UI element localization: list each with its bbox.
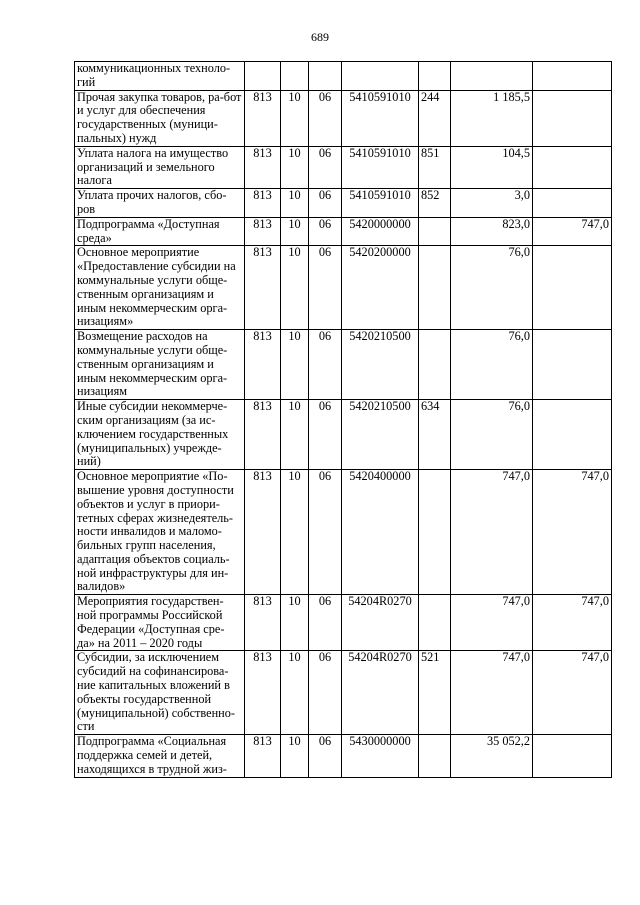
- cell-target-article: 5430000000: [342, 735, 419, 777]
- cell-expense-type: 521: [419, 651, 451, 735]
- cell-amount-federal: 747,0: [533, 217, 612, 246]
- cell-expense-type: [419, 470, 451, 595]
- cell-subsection-code: 06: [309, 735, 342, 777]
- cell-amount: 823,0: [451, 217, 533, 246]
- cell-expense-type: [419, 62, 451, 91]
- cell-subsection-code: 06: [309, 217, 342, 246]
- cell-amount: 76,0: [451, 330, 533, 400]
- cell-amount-federal: [533, 735, 612, 777]
- cell-subsection-code: 06: [309, 470, 342, 595]
- cell-amount: 747,0: [451, 595, 533, 651]
- cell-expense-type: 851: [419, 146, 451, 188]
- cell-department-code: 813: [245, 330, 281, 400]
- cell-name: Подпрограмма «Социальная поддержка семей и детей, находящихся в трудной жиз-: [75, 735, 245, 777]
- cell-amount-federal: 747,0: [533, 470, 612, 595]
- cell-section-code: 10: [281, 735, 309, 777]
- cell-amount: 1 185,5: [451, 90, 533, 146]
- cell-subsection-code: 06: [309, 330, 342, 400]
- cell-name: Мероприятия государствен-ной программы Российской Федерации «Доступная сре-да» на 2011 – 2020 годы: [75, 595, 245, 651]
- cell-section-code: 10: [281, 246, 309, 330]
- cell-target-article: 5420000000: [342, 217, 419, 246]
- cell-department-code: 813: [245, 189, 281, 218]
- budget-table: [74, 61, 612, 778]
- cell-name: Прочая закупка товаров, ра-бот и услуг для обеспечения государственных (муници-пальных) нужд: [75, 90, 245, 146]
- cell-name: Основное мероприятие «По-вышение уровня доступности объектов и услуг в приори-тетных сферах жизнедеятель-ности инвалидов и маломо-бильных групп населения, адаптация объектов социаль-ной инфраструктуры для ин-валидов»: [75, 470, 245, 595]
- table-row: [75, 400, 612, 470]
- cell-name: Уплата прочих налогов, сбо-ров: [75, 189, 245, 218]
- table-row: [75, 595, 612, 651]
- cell-department-code: 813: [245, 246, 281, 330]
- cell-subsection-code: 06: [309, 651, 342, 735]
- cell-amount-federal: 747,0: [533, 651, 612, 735]
- cell-expense-type: [419, 246, 451, 330]
- cell-department-code: 813: [245, 400, 281, 470]
- cell-amount-federal: [533, 146, 612, 188]
- cell-amount-federal: [533, 246, 612, 330]
- cell-target-article: 5410591010: [342, 90, 419, 146]
- cell-department-code: 813: [245, 735, 281, 777]
- cell-subsection-code: 06: [309, 189, 342, 218]
- cell-subsection-code: 06: [309, 90, 342, 146]
- cell-expense-type: [419, 217, 451, 246]
- cell-section-code: 10: [281, 400, 309, 470]
- table-row: [75, 470, 612, 595]
- cell-amount: 747,0: [451, 651, 533, 735]
- table-row: [75, 62, 612, 91]
- cell-expense-type: [419, 735, 451, 777]
- cell-expense-type: 852: [419, 189, 451, 218]
- table-row: [75, 735, 612, 777]
- cell-name: Уплата налога на имущество организаций и земельного налога: [75, 146, 245, 188]
- table-row: [75, 330, 612, 400]
- cell-amount: 3,0: [451, 189, 533, 218]
- cell-section-code: 10: [281, 90, 309, 146]
- cell-expense-type: 244: [419, 90, 451, 146]
- cell-name: коммуникационных техноло-гий: [75, 62, 245, 91]
- cell-department-code: 813: [245, 217, 281, 246]
- cell-target-article: 5420210500: [342, 330, 419, 400]
- table-row: [75, 90, 612, 146]
- cell-target-article: 5420400000: [342, 470, 419, 595]
- cell-amount: 747,0: [451, 470, 533, 595]
- cell-expense-type: 634: [419, 400, 451, 470]
- cell-section-code: 10: [281, 470, 309, 595]
- cell-department-code: 813: [245, 651, 281, 735]
- cell-name: Субсидии, за исключением субсидий на софинансирова-ние капитальных вложений в объекты государственной (муниципальной) собственно-сти: [75, 651, 245, 735]
- cell-target-article: 5420210500: [342, 400, 419, 470]
- cell-expense-type: [419, 595, 451, 651]
- cell-amount: 76,0: [451, 400, 533, 470]
- cell-subsection-code: 06: [309, 146, 342, 188]
- cell-section-code: 10: [281, 595, 309, 651]
- cell-department-code: 813: [245, 146, 281, 188]
- cell-department-code: 813: [245, 595, 281, 651]
- cell-amount-federal: [533, 189, 612, 218]
- cell-amount: 76,0: [451, 246, 533, 330]
- cell-subsection-code: 06: [309, 246, 342, 330]
- cell-amount-federal: 747,0: [533, 595, 612, 651]
- table-row: [75, 246, 612, 330]
- cell-name: Подпрограмма «Доступная среда»: [75, 217, 245, 246]
- cell-department-code: [245, 62, 281, 91]
- cell-name: Иные субсидии некоммерче-ским организациям (за ис-ключением государственных (муниципальных) учрежде-ний): [75, 400, 245, 470]
- cell-target-article: 54204R0270: [342, 651, 419, 735]
- cell-section-code: 10: [281, 217, 309, 246]
- cell-amount-federal: [533, 400, 612, 470]
- cell-name: Основное мероприятие «Предоставление субсидии на коммунальные услуги обще-ственным организациям и иным некоммерческим орга-низациям»: [75, 246, 245, 330]
- cell-amount-federal: [533, 90, 612, 146]
- cell-expense-type: [419, 330, 451, 400]
- cell-section-code: [281, 62, 309, 91]
- cell-section-code: 10: [281, 651, 309, 735]
- table-row: [75, 189, 612, 218]
- cell-name: Возмещение расходов на коммунальные услуги обще-ственным организациям и иным некоммерческим орга-низациям: [75, 330, 245, 400]
- page-number: 689: [311, 30, 329, 44]
- cell-amount-federal: [533, 330, 612, 400]
- cell-section-code: 10: [281, 330, 309, 400]
- cell-target-article: 5410591010: [342, 189, 419, 218]
- cell-subsection-code: 06: [309, 595, 342, 651]
- cell-amount: [451, 62, 533, 91]
- table-row: [75, 217, 612, 246]
- cell-target-article: 54204R0270: [342, 595, 419, 651]
- cell-target-article: 5420200000: [342, 246, 419, 330]
- cell-department-code: 813: [245, 90, 281, 146]
- cell-target-article: 5410591010: [342, 146, 419, 188]
- cell-section-code: 10: [281, 189, 309, 218]
- cell-target-article: [342, 62, 419, 91]
- cell-amount-federal: [533, 62, 612, 91]
- cell-section-code: 10: [281, 146, 309, 188]
- cell-amount: 104,5: [451, 146, 533, 188]
- table-row: [75, 146, 612, 188]
- cell-subsection-code: [309, 62, 342, 91]
- table-row: [75, 651, 612, 735]
- cell-amount: 35 052,2: [451, 735, 533, 777]
- cell-subsection-code: 06: [309, 400, 342, 470]
- cell-department-code: 813: [245, 470, 281, 595]
